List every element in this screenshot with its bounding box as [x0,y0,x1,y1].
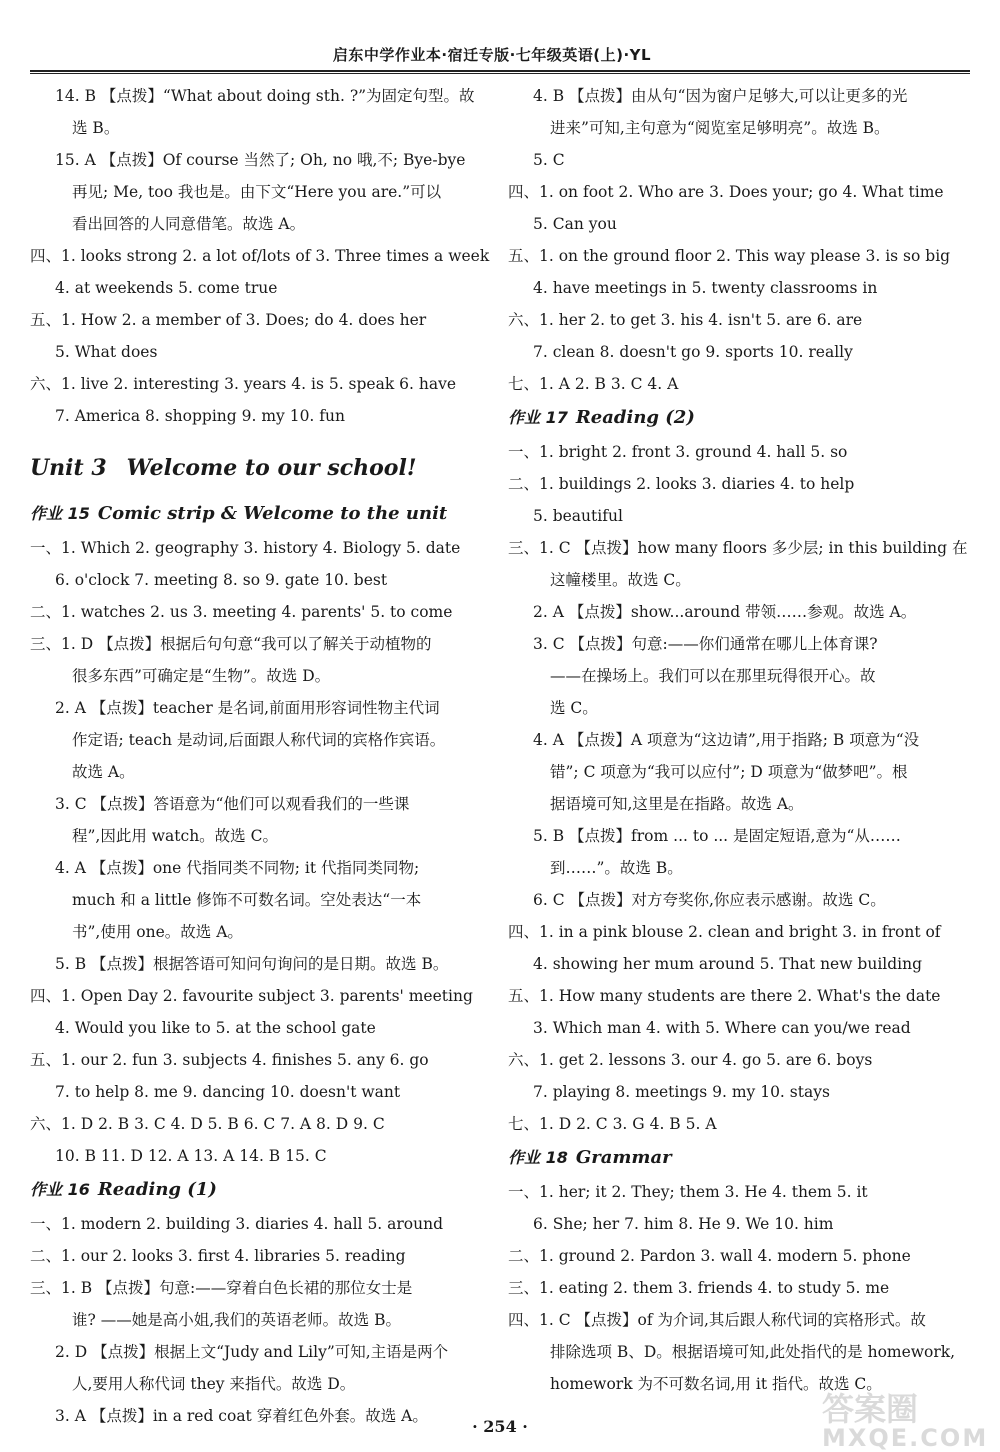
watermark-line1: 答案圈 [822,1390,919,1428]
answer-line: 四、1. on foot 2. Who are 3. Does your; go 4. What time [508,183,944,201]
answer-line: 四、1. in a pink blouse 2. clean and bright 3. in front of [508,923,941,941]
answers-before-unit [30,80,490,432]
left-column [30,80,490,1432]
answer-line: 进来”可知,主句意为“阅览室足够明亮”。故选 B。 [550,119,890,137]
answer-line: 五、1. on the ground floor 2. This way please 3. is so big [508,247,951,265]
answer-line: 15. A 【点拨】Of course 当然了; Oh, no 哦,不; Bye-bye [55,151,466,169]
answer-line: 这幢楼里。故选 C。 [550,571,691,589]
answer-line: 故选 A。 [72,763,135,781]
answer-line: 4. at weekends 5. come true [55,279,278,297]
answer-line: 3. C 【点拨】句意:——你们通常在哪儿上体育课? [533,635,878,653]
answer-line: 2. A 【点拨】teacher 是名词,前面用形容词性物主代词 [55,699,440,717]
answer-line: 一、1. modern 2. building 3. diaries 4. hall 5. around [30,1215,444,1233]
answer-line: 5. beautiful [533,507,623,525]
homework-17-tag: 作业 17 [508,408,568,427]
homework-18-answers [508,1176,970,1400]
homework-16-answers [30,1208,468,1432]
homework-15-heading [30,498,468,530]
answer-line: 7. playing 8. meetings 9. my 10. stays [533,1083,830,1101]
homework-16-tag: 作业 16 [30,1180,90,1199]
answer-line: 6. She; her 7. him 8. He 9. We 10. him [533,1215,834,1233]
answer-line: 一、1. her; it 2. They; them 3. He 4. them 5. it [508,1183,868,1201]
answer-line: 4. A 【点拨】A 项意为“这边请”,用于指路; B 项意为“没 [533,731,920,749]
answer-line: 6. C 【点拨】对方夸奖你,你应表示感谢。故选 C。 [533,891,886,909]
answer-line: 二、1. buildings 2. looks 3. diaries 4. to help [508,475,855,493]
answer-line: 3. A 【点拨】in a red coat 穿着红色外套。故选 A。 [55,1407,428,1425]
answer-line: 2. D 【点拨】根据上文“Judy and Lily”可知,主语是两个 [55,1343,449,1361]
answer-line: 四、1. looks strong 2. a lot of/lots of 3. Three times a week [30,247,490,265]
answer-line: 一、1. bright 2. front 3. ground 4. hall 5. so [508,443,848,461]
homework-15-title: Comic strip & Welcome to the unit [97,503,448,524]
answer-line: homework 为不可数名词,用 it 指代。故选 C。 [550,1375,882,1393]
homework-18-heading [508,1142,970,1174]
answer-line: 七、1. D 2. C 3. G 4. B 5. A [508,1115,717,1133]
answer-line: 六、1. get 2. lessons 3. our 4. go 5. are 6. boys [508,1051,873,1069]
answer-line: 三、1. B 【点拨】句意:——穿着白色长裙的那位女士是 [30,1279,413,1297]
answer-line: 4. showing her mum around 5. That new building [533,955,923,973]
answer-line: 2. A 【点拨】show...around 带领……参观。故选 A。 [533,603,917,621]
answer-line: 六、1. live 2. interesting 3. years 4. is 5. speak 6. have [30,375,457,393]
answer-line: 谁? ——她是高小姐,我们的英语老师。故选 B。 [72,1311,401,1329]
answer-line: 四、1. Open Day 2. favourite subject 3. parents' meeting [30,987,473,1005]
homework-17-answers [508,436,970,1140]
answer-line: 六、1. her 2. to get 3. his 4. isn't 5. are 6. are [508,311,863,329]
answer-line: 排除选项 B、D。根据语境可知,此处指代的是 homework, [550,1343,956,1361]
answer-line: 4. have meetings in 5. twenty classrooms in [533,279,878,297]
homework-16-title: Reading (1) [97,1179,217,1200]
answer-line: 五、1. our 2. fun 3. subjects 4. finishes 5. any 6. go [30,1051,429,1069]
answer-line: 7. to help 8. me 9. dancing 10. doesn't want [55,1083,401,1101]
answer-line: 选 B。 [72,119,120,137]
answer-line: much 和 a little 修饰不可数名词。空处表达“一本 [72,891,422,909]
answer-line: 7. clean 8. doesn't go 9. sports 10. really [533,343,853,361]
answer-line: 看出回答的人同意借笔。故选 A。 [72,215,306,233]
answer-line: 4. Would you like to 5. at the school gate [55,1019,376,1037]
watermark [822,1384,988,1452]
answer-line: 七、1. A 2. B 3. C 4. A [508,375,679,393]
answer-line: 二、1. our 2. looks 3. first 4. libraries 5. reading [30,1247,406,1265]
answer-line: 五、1. How many students are there 2. What's the date [508,987,941,1005]
answer-line: 二、1. watches 2. us 3. meeting 4. parents' 5. to come [30,603,453,621]
answer-line: 到……”。故选 B。 [550,859,683,877]
answer-line: 四、1. C 【点拨】of 为介词,其后跟人称代词的宾格形式。故 [508,1311,926,1329]
answer-line: 三、1. D 【点拨】根据后句句意“我可以了解关于动植物的 [30,635,432,653]
answer-line: 7. America 8. shopping 9. my 10. fun [55,407,345,425]
answers-continued [508,80,970,400]
right-column [508,80,970,1400]
answer-line: 三、1. eating 2. them 3. friends 4. to study 5. me [508,1279,890,1297]
answer-line: 14. B 【点拨】“What about doing sth. ?”为固定句型。故 [55,87,475,105]
answer-line: 作定语; teach 是动词,后面跟人称代词的宾格作宾语。 [72,731,446,749]
answer-line: 程”,因此用 watch。故选 C。 [72,827,278,845]
answer-line: 3. C 【点拨】答语意为“他们可以观看我们的一些课 [55,795,410,813]
homework-16-heading [30,1174,468,1206]
homework-15-tag: 作业 15 [30,504,90,523]
page-number: · 254 · [472,1417,528,1436]
unit-title: Welcome to our school! [126,455,417,481]
answer-line: 4. B 【点拨】由从句“因为窗户足够大,可以让更多的光 [533,87,908,105]
answer-line: 5. B 【点拨】根据答语可知问句询问的是日期。故选 B。 [55,955,449,973]
answer-line: ——在操场上。我们可以在那里玩得很开心。故 [550,667,876,685]
answer-line: 六、1. D 2. B 3. C 4. D 5. B 6. C 7. A 8. D 9. C [30,1115,385,1133]
answer-line: 一、1. Which 2. geography 3. history 4. Biology 5. date [30,539,461,557]
page-header: 启东中学作业本·宿迁专版·七年级英语(上)·YL [332,46,652,64]
header-rule-thick [30,70,970,72]
answer-line: 三、1. C 【点拨】how many floors 多少层; in this building 在 [508,539,968,557]
unit-number: Unit 3 [30,455,107,481]
answer-line: 很多东西”可确定是“生物”。故选 D。 [72,667,331,685]
homework-17-title: Reading (2) [575,407,695,428]
answer-line: 选 C。 [550,699,598,717]
answer-line: 5. B 【点拨】from ... to ... 是固定短语,意为“从…… [533,827,901,845]
answer-line: 据语境可知,这里是在指路。故选 A。 [550,795,804,813]
homework-18-tag: 作业 18 [508,1148,568,1167]
answer-line: 4. A 【点拨】one 代指同类不同物; it 代指同类同物; [55,859,420,877]
answer-line: 二、1. ground 2. Pardon 3. wall 4. modern 5. phone [508,1247,911,1265]
answer-line: 5. Can you [533,215,617,233]
homework-15-answers [30,532,473,1172]
header-rule-thin [30,73,970,74]
unit-heading [30,452,468,484]
answer-line: 再见; Me, too 我也是。由下文“Here you are.”可以 [72,183,442,201]
answer-line: 人,要用人称代词 they 来指代。故选 D。 [72,1375,356,1393]
answer-line: 5. C [533,151,565,169]
answer-line: 3. Which man 4. with 5. Where can you/we read [533,1019,911,1037]
answer-line: 10. B 11. D 12. A 13. A 14. B 15. C [55,1147,327,1165]
answer-line: 错”; C 项意为“我可以应付”; D 项意为“做梦吧”。根 [550,763,908,781]
answer-line: 五、1. How 2. a member of 3. Does; do 4. does her [30,311,427,329]
answer-line: 5. What does [55,343,158,361]
homework-17-heading [508,402,970,434]
watermark-line2: MXQE.COM [822,1424,989,1452]
answer-line: 6. o'clock 7. meeting 8. so 9. gate 10. best [55,571,388,589]
homework-18-title: Grammar [575,1147,672,1168]
answer-line: 书”,使用 one。故选 A。 [72,923,243,941]
